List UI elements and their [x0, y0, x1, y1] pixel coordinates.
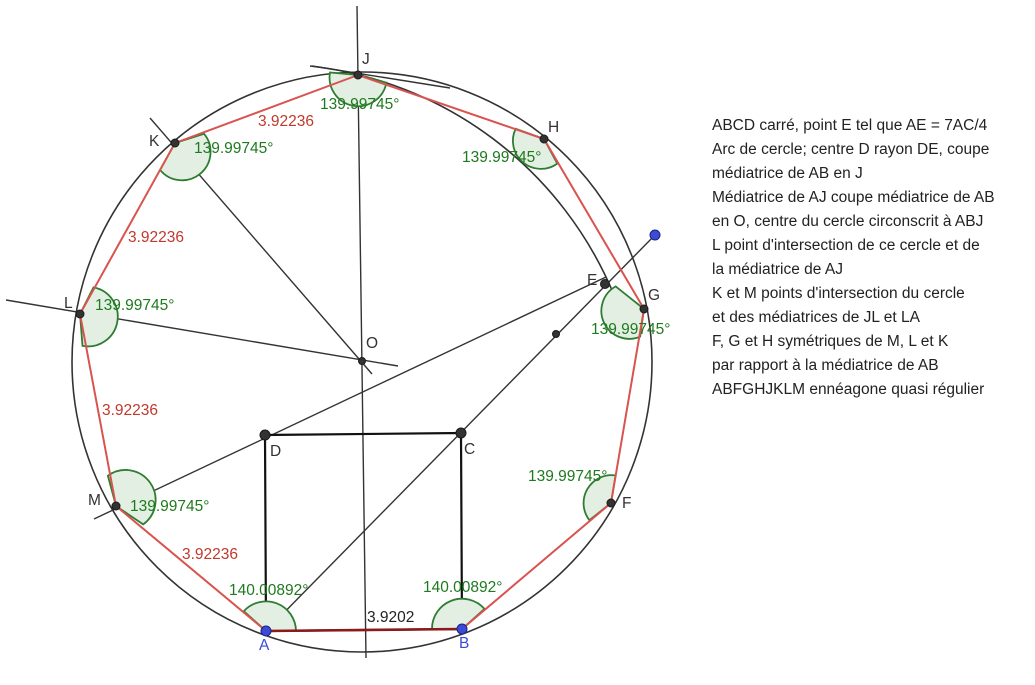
description-line: médiatrice de AB en J	[712, 165, 863, 182]
angle-label-m[interactable]: 139.99745°	[130, 498, 210, 515]
angle-label-l[interactable]: 139.99745°	[95, 297, 175, 314]
description-line: la médiatrice de AJ	[712, 261, 843, 278]
description-line: F, G et H symétriques de M, L et K	[712, 333, 949, 350]
points	[76, 71, 660, 636]
construction-description	[712, 114, 1027, 402]
description-line: K et M points d'intersection du cercle	[712, 285, 965, 302]
point-label-h[interactable]: H	[548, 119, 560, 136]
point-label-c[interactable]: C	[464, 441, 476, 458]
point-m[interactable]	[112, 502, 120, 510]
angle-label-j[interactable]: 139.99745°	[320, 96, 400, 113]
point-d[interactable]	[260, 430, 270, 440]
point-f[interactable]	[607, 499, 615, 507]
length-label-ma[interactable]: 3.92236	[182, 546, 239, 563]
point-label-k[interactable]: K	[149, 133, 160, 150]
point-o[interactable]	[359, 358, 366, 365]
point-k[interactable]	[171, 139, 179, 147]
point-label-o[interactable]: O	[366, 335, 379, 352]
angle-label-k[interactable]: 139.99745°	[194, 140, 274, 157]
point-j[interactable]	[354, 71, 362, 79]
description-line: Médiatrice de AJ coupe médiatrice de AB	[712, 189, 995, 206]
point-a[interactable]	[261, 626, 271, 636]
point-b[interactable]	[457, 624, 467, 634]
description-line: ABFGHJKLM ennéagone quasi régulier	[712, 381, 985, 398]
description-line: ABCD carré, point E tel que AE = 7AC/4	[712, 117, 988, 134]
length-label-ab[interactable]: 3.9202	[367, 609, 415, 626]
point-ray-end[interactable]	[650, 230, 660, 240]
length-label-lm[interactable]: 3.92236	[102, 402, 159, 419]
angle-marker-b[interactable]	[432, 599, 485, 629]
point-label-j[interactable]: J	[362, 51, 370, 68]
angle-label-f[interactable]: 139.99745°	[528, 468, 608, 485]
point-label-b[interactable]: B	[459, 635, 470, 652]
description-line: en O, centre du cercle circonscrit à ABJ	[712, 213, 984, 230]
description-line: L point d'intersection de ce cercle et de	[712, 237, 980, 254]
point-l[interactable]	[76, 310, 84, 318]
angle-label-h[interactable]: 139.99745°	[462, 149, 542, 166]
length-label-jk[interactable]: 3.92236	[258, 113, 315, 130]
point-label-f[interactable]: F	[622, 495, 632, 512]
description-line: et des médiatrices de JL et LA	[712, 309, 920, 326]
angle-marker-a[interactable]	[244, 601, 296, 631]
angle-label-g[interactable]: 139.99745°	[591, 321, 671, 338]
point-c[interactable]	[456, 428, 466, 438]
point-g[interactable]	[640, 305, 648, 313]
angle-label-a[interactable]: 140.00892°	[229, 582, 309, 599]
point-label-d[interactable]: D	[270, 443, 282, 460]
point-h[interactable]	[540, 135, 548, 143]
point-label-g[interactable]: G	[648, 287, 661, 304]
description-line: Arc de cercle; centre D rayon DE, coupe	[712, 141, 990, 158]
point-label-l[interactable]: L	[64, 295, 73, 312]
point-e[interactable]	[601, 280, 610, 289]
point-on-ray[interactable]	[553, 331, 560, 338]
point-label-a[interactable]: A	[259, 637, 270, 654]
point-label-e[interactable]: E	[587, 272, 598, 289]
point-label-m[interactable]: M	[88, 492, 101, 509]
angle-label-b[interactable]: 140.00892°	[423, 579, 503, 596]
description-line: par rapport à la médiatrice de AB	[712, 357, 939, 374]
length-label-kl[interactable]: 3.92236	[128, 229, 185, 246]
